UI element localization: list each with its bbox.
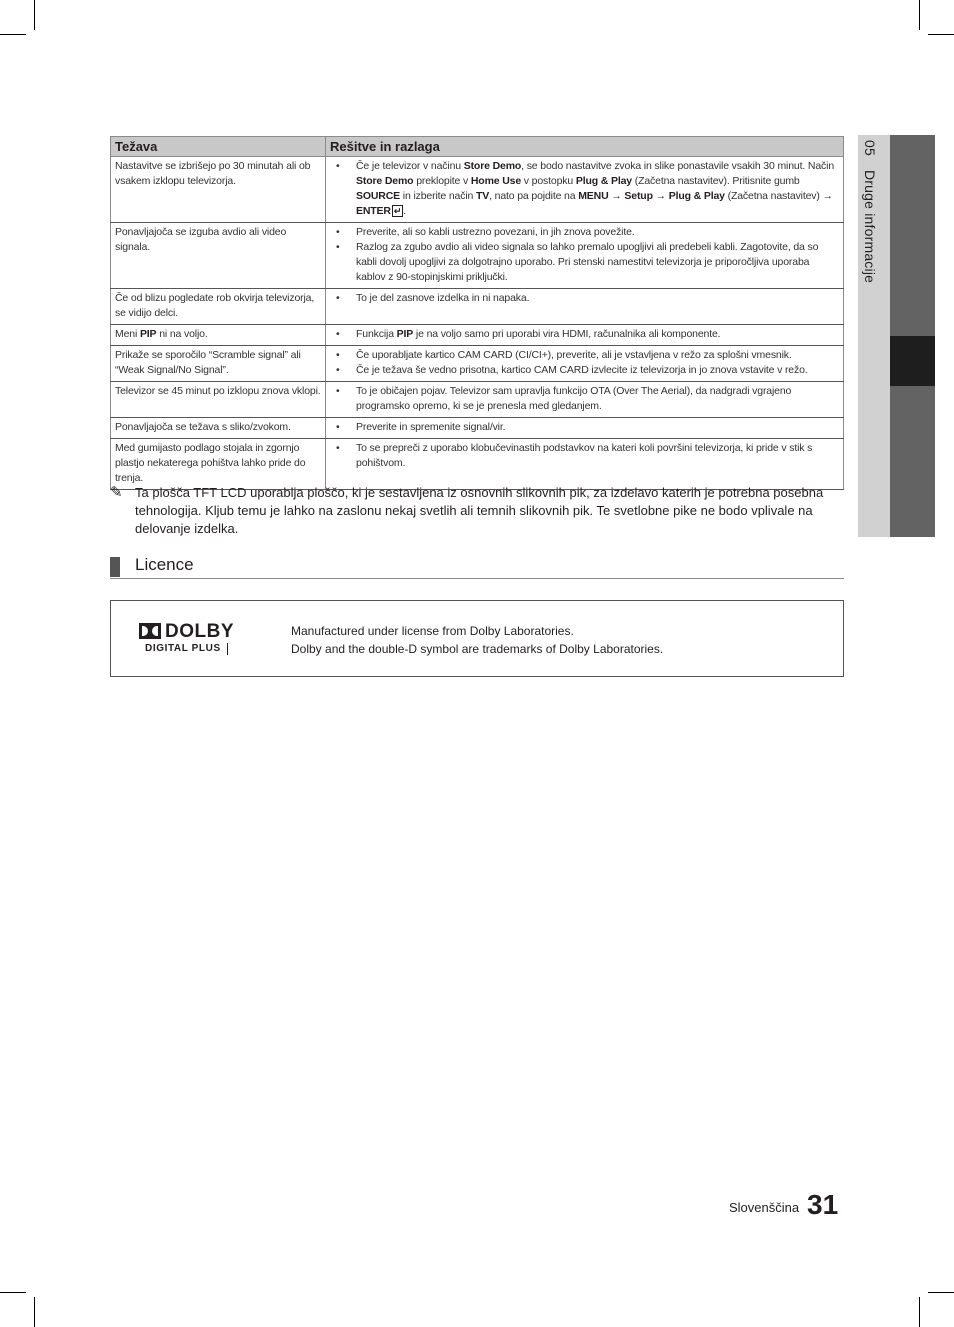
crop-mark [919, 0, 920, 30]
crop-mark [34, 0, 35, 30]
problem-cell: Meni PIP ni na voljo. [111, 325, 326, 346]
solution-item: • Preverite, ali so kabli ustrezno povezani, in jih znova povežite. [330, 225, 839, 240]
solution-item: • Razlog za zgubo avdio ali video signala so lahko premalo upogljivi ali predebeli kabli. Zagotovite, da so kabli dovolj upogljivi za dolgotrajno uporabo. Pri stenski namestitvi televizorja je priporočljiva uporaba kablov z 90-stopinjskimi priključki. [330, 240, 839, 285]
dolby-logo-subtext: DIGITAL PLUS [145, 643, 228, 655]
section-title: Licence [135, 555, 194, 574]
solution-cell [326, 418, 844, 439]
chapter-title: Druge informacije [862, 170, 878, 284]
table-row [111, 382, 844, 418]
table-row [111, 289, 844, 325]
page-number: 31 [807, 1189, 839, 1220]
column-header-problem: Težava [111, 137, 326, 157]
crop-mark [928, 1292, 954, 1293]
chapter-label [862, 140, 878, 293]
crop-mark [919, 1297, 920, 1327]
table-row [111, 157, 844, 223]
solution-cell [326, 325, 844, 346]
licence-box [110, 600, 844, 677]
problem-cell: Ponavljajoča se težava s sliko/zvokom. [111, 418, 326, 439]
solution-item: • Funkcija PIP je na voljo samo pri uporabi vira HDMI, računalnika ali komponente. [330, 327, 839, 342]
solution-item: • Preverite in spremenite signal/vir. [330, 420, 839, 435]
chapter-tab-block [890, 386, 935, 537]
crop-mark [928, 34, 954, 35]
column-header-solution: Rešitve in razlaga [326, 137, 844, 157]
solution-item: • Če je težava še vedno prisotna, kartico CAM CARD izvlecite iz televizorja in jo znova vstavite v režo. [330, 363, 839, 378]
solution-cell [326, 382, 844, 418]
troubleshooting-table [110, 136, 844, 490]
problem-cell: Televizor se 45 minut po izklopu znova vklopi. [111, 382, 326, 418]
solution-cell [326, 223, 844, 289]
problem-cell: Ponavljajoča se izguba avdio ali video signala. [111, 223, 326, 289]
table-row [111, 223, 844, 289]
table-row [111, 325, 844, 346]
note [110, 484, 840, 538]
solution-cell [326, 289, 844, 325]
section-marker [110, 557, 120, 577]
dolby-logo [139, 621, 239, 659]
problem-cell: Nastavitve se izbrišejo po 30 minutah ali ob vsakem izklopu televizorja. [111, 157, 326, 223]
crop-mark [0, 34, 26, 35]
footer-language: Slovenščina [729, 1200, 800, 1215]
solution-cell [326, 157, 844, 223]
section-divider [110, 578, 844, 579]
table-row [111, 346, 844, 382]
solution-cell [326, 439, 844, 490]
crop-mark [0, 1292, 26, 1293]
table-row [111, 439, 844, 490]
table-row [111, 418, 844, 439]
licence-line: Manufactured under license from Dolby Laboratories. [291, 624, 574, 638]
licence-line: Dolby and the double-D symbol are trademarks of Dolby Laboratories. [291, 642, 664, 656]
chapter-tab-active [890, 336, 935, 386]
chapter-number: 05 [862, 140, 878, 156]
solution-item: • To je del zasnove izdelka in ni napaka. [330, 291, 839, 306]
crop-mark [34, 1297, 35, 1327]
note-text: Ta plošča TFT LCD uporablja ploščo, ki je sestavljena iz osnovnih slikovnih pik, za izdelavo katerih je potrebna posebna tehnologija. Kljub temu je lahko na zaslonu nekaj svetlih ali temnih slikovnih pik. Te svetlobne pike ne bodo vplivale na delovanje izdelka. [135, 485, 824, 536]
problem-cell: Prikaže se sporočilo “Scramble signal” ali “Weak Signal/No Signal”. [111, 346, 326, 382]
enter-icon: ↵ [393, 206, 402, 216]
solution-item: • Če uporabljate kartico CAM CARD (CI/CI+), preverite, ali je vstavljena v režo za splošni vmesnik. [330, 348, 839, 363]
problem-cell: Če od blizu pogledate rob okvirja televizorja, se vidijo delci. [111, 289, 326, 325]
dolby-logo-text: DOLBY [165, 621, 234, 642]
problem-cell: Med gumijasto podlago stojala in zgornjo plastjo nekaterega pohištva lahko pride do trenja. [111, 439, 326, 490]
solution-cell [326, 346, 844, 382]
pencil-icon: ✎ [110, 484, 123, 501]
chapter-tab-block [890, 135, 935, 336]
table-header-row [111, 137, 844, 157]
solution-item: • To je običajen pojav. Televizor sam upravlja funkcijo OTA (Over The Aerial), da nadgradi vgrajeno programsko opremo, ki se je prenesla med gledanjem. [330, 384, 839, 414]
solution-item: • Če je televizor v načinu Store Demo, se bodo nastavitve zvoka in slike ponastavile vsakih 30 minut. Način Store Demo preklopite v Home Use v postopku Plug & Play (Začetna nastavitev). Pritisnite gumb SOURCE in izberite način TV, nato pa pojdite na MENU → Setup → Plug & Play (Začetna nastavitev) → ENTER ↵ . [330, 159, 839, 219]
double-d-icon [139, 623, 161, 639]
solution-item: • To se prepreči z uporabo klobučevinastih podstavkov na kateri koli površini televizorja, ki pride v stik s pohištvom. [330, 441, 839, 471]
licence-text [291, 622, 663, 658]
